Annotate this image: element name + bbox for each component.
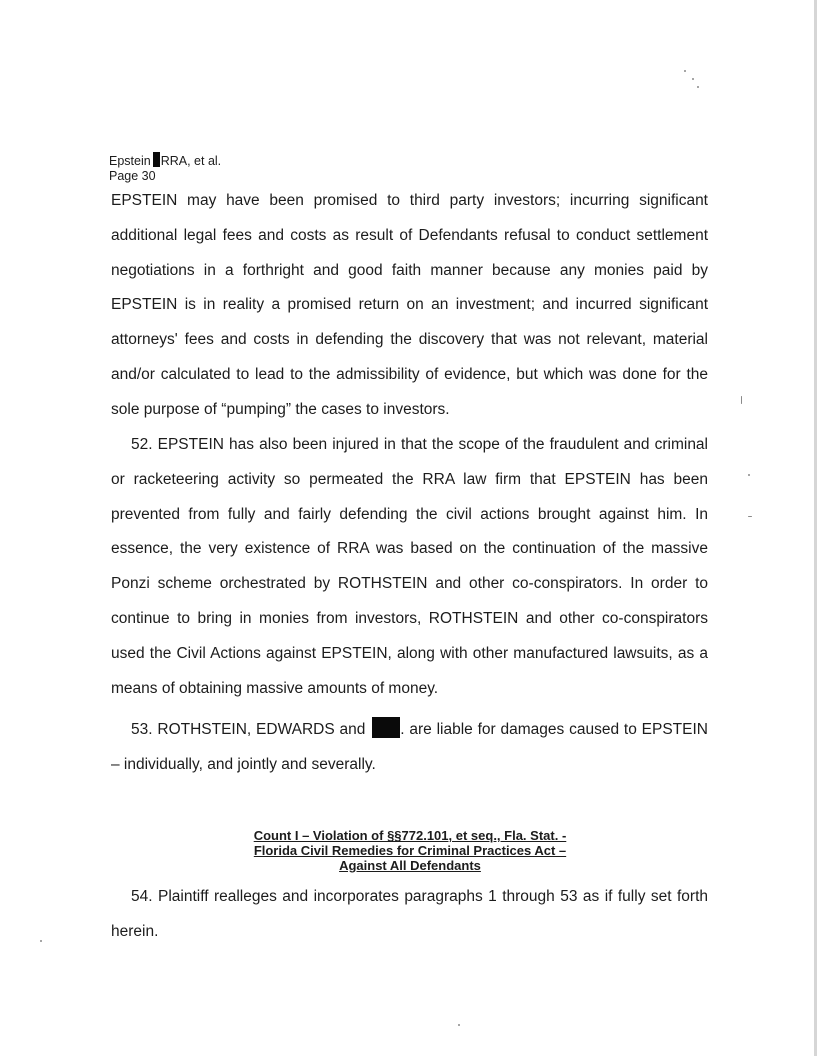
scan-speck [741, 396, 742, 404]
page-header [109, 152, 221, 184]
scan-speck [748, 516, 752, 517]
scan-speck [458, 1024, 460, 1026]
page-number: Page 30 [109, 169, 156, 183]
count-heading-line-2: Florida Civil Remedies for Criminal Practices Act – [253, 843, 567, 858]
scan-speck [748, 474, 750, 476]
count-heading [200, 828, 620, 873]
paragraph-54: 54. Plaintiff realleges and incorporates paragraphs 1 through 53 as if fully set forth herein. [111, 888, 708, 940]
paragraph-53-end: . are liable for damages caused to EPSTEIN – individually, and jointly and severally. [111, 721, 708, 773]
scan-speck [692, 78, 694, 80]
count-heading-line-3: Against All Defendants [339, 858, 481, 873]
scan-speck [697, 86, 699, 88]
count-heading-line-1: Count I – Violation of §§772.101, et seq., Fla. Stat. - [253, 828, 567, 843]
caption-prefix: Epstein [109, 154, 151, 168]
paragraph-continuation: EPSTEIN may have been promised to third party investors; incurring significant additional legal fees and costs as result of Defendants refusal to conduct settlement negotiations in a forthright and good faith manner because any monies paid by EPSTEIN is in reality a promised return on an investment; and incurred significant attorneys' fees and costs in defending the discovery that was not relevant, material and/or calculated to lead to the admissibility of evidence, but which was done for the sole purpose of “pumping” the cases to investors. [111, 192, 708, 418]
case-caption [109, 152, 221, 169]
scan-speck [684, 70, 686, 72]
scan-speck [40, 940, 42, 942]
paragraph-53-start: 53. ROTHSTEIN, EDWARDS and [131, 721, 366, 738]
paragraph-52: 52. EPSTEIN has also been injured in that the scope of the fraudulent and criminal or racketeering activity so permeated the RRA law firm that EPSTEIN has been prevented from fully and fairly defending the civil actions brought against him. In essence, the very existence of RRA was based on the continuation of the massive Ponzi scheme orchestrated by ROTHSTEIN and other co-conspirators. In order to continue to bring in monies from investors, ROTHSTEIN and other co-conspirators used the Civil Actions against EPSTEIN, along with other manufactured lawsuits, as a means of obtaining massive amounts of money. [111, 436, 708, 697]
caption-suffix: RRA, et al. [160, 154, 222, 168]
redaction-block [372, 717, 400, 738]
paragraph-53 [111, 713, 708, 783]
redaction-block [153, 152, 160, 167]
